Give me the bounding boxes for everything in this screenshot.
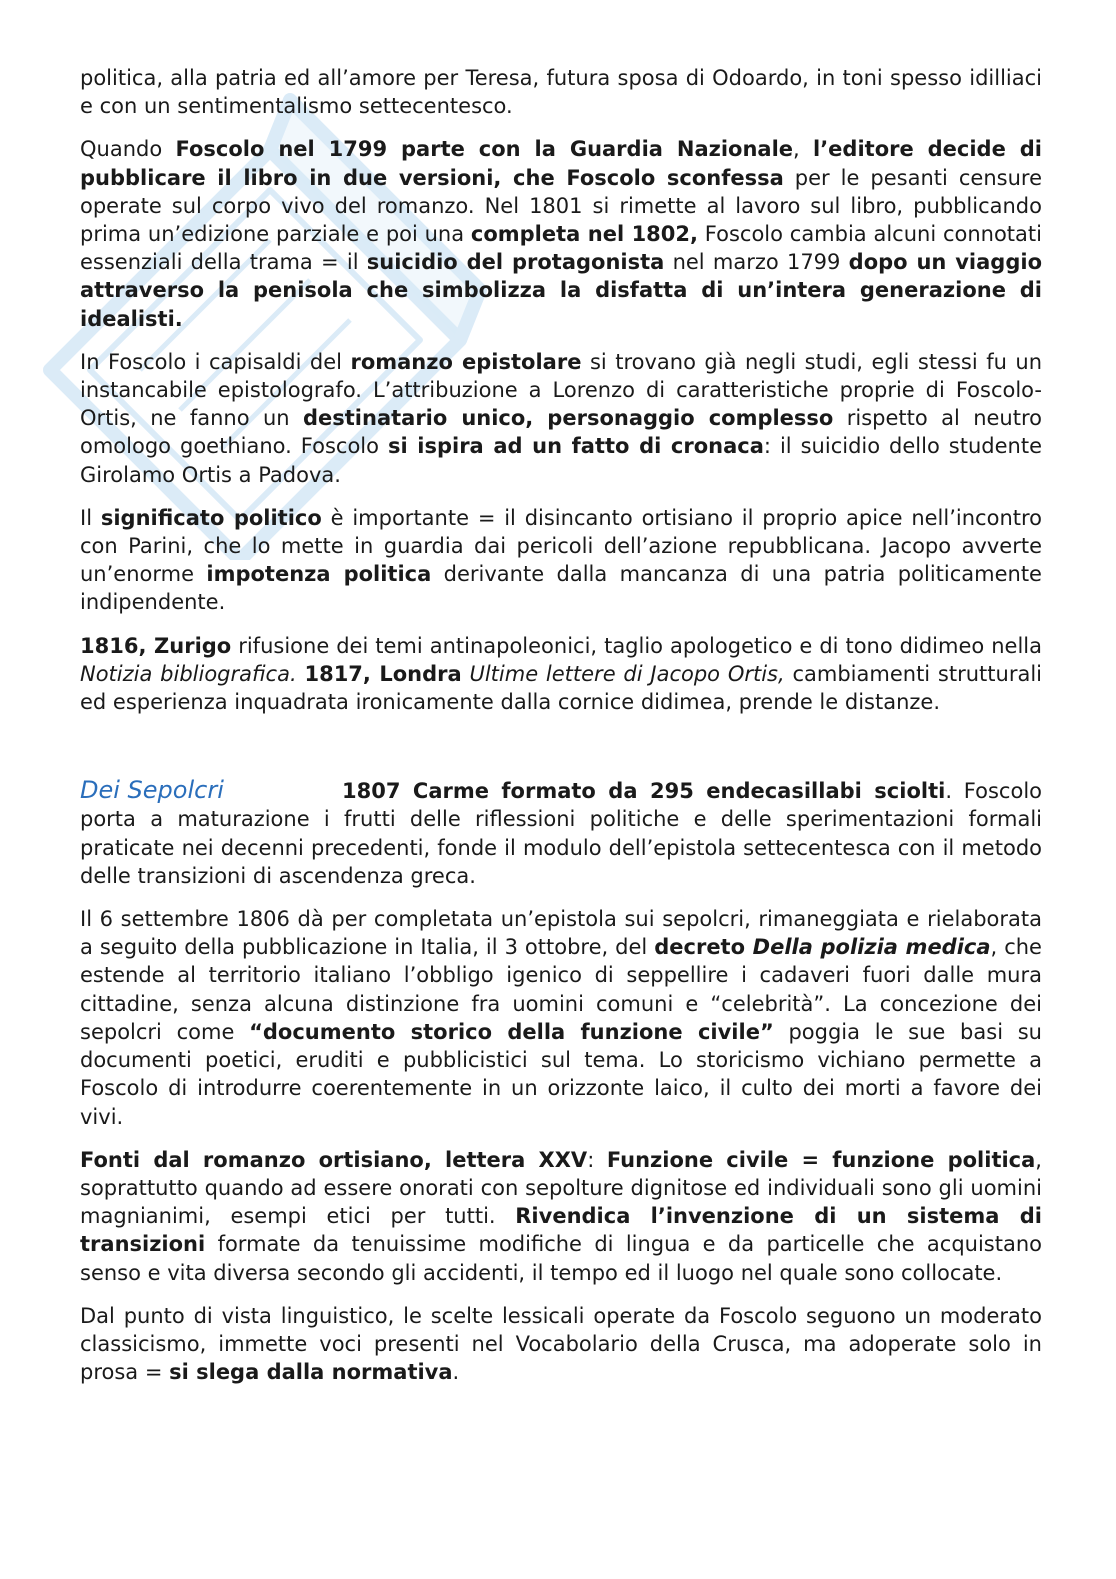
paragraph-dei-sepolcri: Dei Sepolcri 1807 Carme formato da 295 endecasillabi sciolti. Foscolo porta a maturazione i frutti delle riflessioni politiche e delle sperimentazioni formali praticate nei decenni precedenti, fonde il modulo dell’epistola settecentesca con il metodo delle transizioni di ascendenza greca. — [80, 776, 1043, 888]
paragraph-decreto: Il 6 settembre 1806 dà per completata un’epistola sui sepolcri, rimaneggiata e rielaborata a seguito della pubblicazione in Italia, il 3 ottobre, del decreto Della polizia medica, che estende al territorio italiano l’obbligo igenico di seppellire i cadaveri fuori dalle mura cittadine, senza alcuna distinzione fra uomini comuni e “celebrità”. La concezione dei sepolcri come “documento storico della funzione civile” poggia le sue basi su documenti poetici, eruditi e pubblicistici sul tema. Lo storicismo vichiano permette a Foscolo di introdurre coerentemente in un orizzonte laico, il culto dei morti a favore dei vivi. — [80, 907, 1042, 1129]
section-title: Dei Sepolcri — [80, 776, 224, 805]
paragraph-linguistico: Dal punto di vista linguistico, le scelte lessicali operate da Foscolo seguono un moderato classicismo, immette voci presenti nel Vocabolario della Crusca, ma adoperate solo in prosa = si slega dalla normativa. — [80, 1303, 1042, 1385]
paragraph-ortis-editions: Quando Foscolo nel 1799 parte con la Guardia Nazionale, l’editore decide di pubblicare il libro in due versioni, che Foscolo sconfessa per le pesanti censure operate sul corpo vivo del romanzo. Nel 1801 si rimette al lavoro sul libro, pubblicando prima un’edizione parziale e poi una completa nel 1802, Foscolo cambia alcuni connotati essenziali della trama = il suicidio del protagonista nel marzo 1799 dopo un viaggio attraverso la penisola che simbolizza la disfatta di un’intera generazione di idealisti. — [80, 137, 1042, 331]
document-page — [80, 64, 1042, 1401]
paragraph-zurigo-londra: 1816, Zurigo rifusione dei temi antinapoleonici, taglio apologetico e di tono didimeo nella Notizia bibliografica. 1817, Londra Ultime lettere di Jacopo Ortis, cambiamenti strutturali ed esperienza inquadrata ironicamente dalla cornice didimea, prende le distanze. — [80, 633, 1042, 715]
paragraph-ortis-intro: politica, alla patria ed all’amore per Teresa, futura sposa di Odoardo, in toni spesso idilliaci e con un sentimentalismo settecentesco. — [80, 66, 1042, 119]
paragraph-romanzo-epistolare: In Foscolo i capisaldi del romanzo epistolare si trovano già negli studi, egli stessi fu un instancabile epistolografo. L’attribuzione a Lorenzo di caratteristiche proprie di Foscolo-Ortis, ne fanno un destinatario unico, personaggio complesso rispetto al neutro omologo goethiano. Foscolo si ispira ad un fatto di cronaca: il suicidio dello studente Girolamo Ortis a Padova. — [80, 349, 1043, 487]
paragraph-significato-politico: Il significato politico è importante = il disincanto ortisiano il proprio apice nell’incontro con Parini, che lo mette in guardia dai pericoli dell’azione repubblicana. Jacopo avverte un’enorme impotenza politica derivante dalla mancanza di una patria politicamente indipendente. — [80, 505, 1043, 615]
paragraph-fonti: Fonti dal romanzo ortisiano, lettera XXV: Funzione civile = funzione politica, soprattutto quando ad essere onorati con sepolture dignitose ed individuali sono gli uomini magnianimi, esempi etici per tutti. Rivendica l’invenzione di un sistema di transizioni formate da tenuissime modifiche di lingua e da particelle che acquistano senso e vita diversa secondo gli accidenti, il tempo ed il luogo nel quale sono collocate. — [80, 1147, 1042, 1285]
